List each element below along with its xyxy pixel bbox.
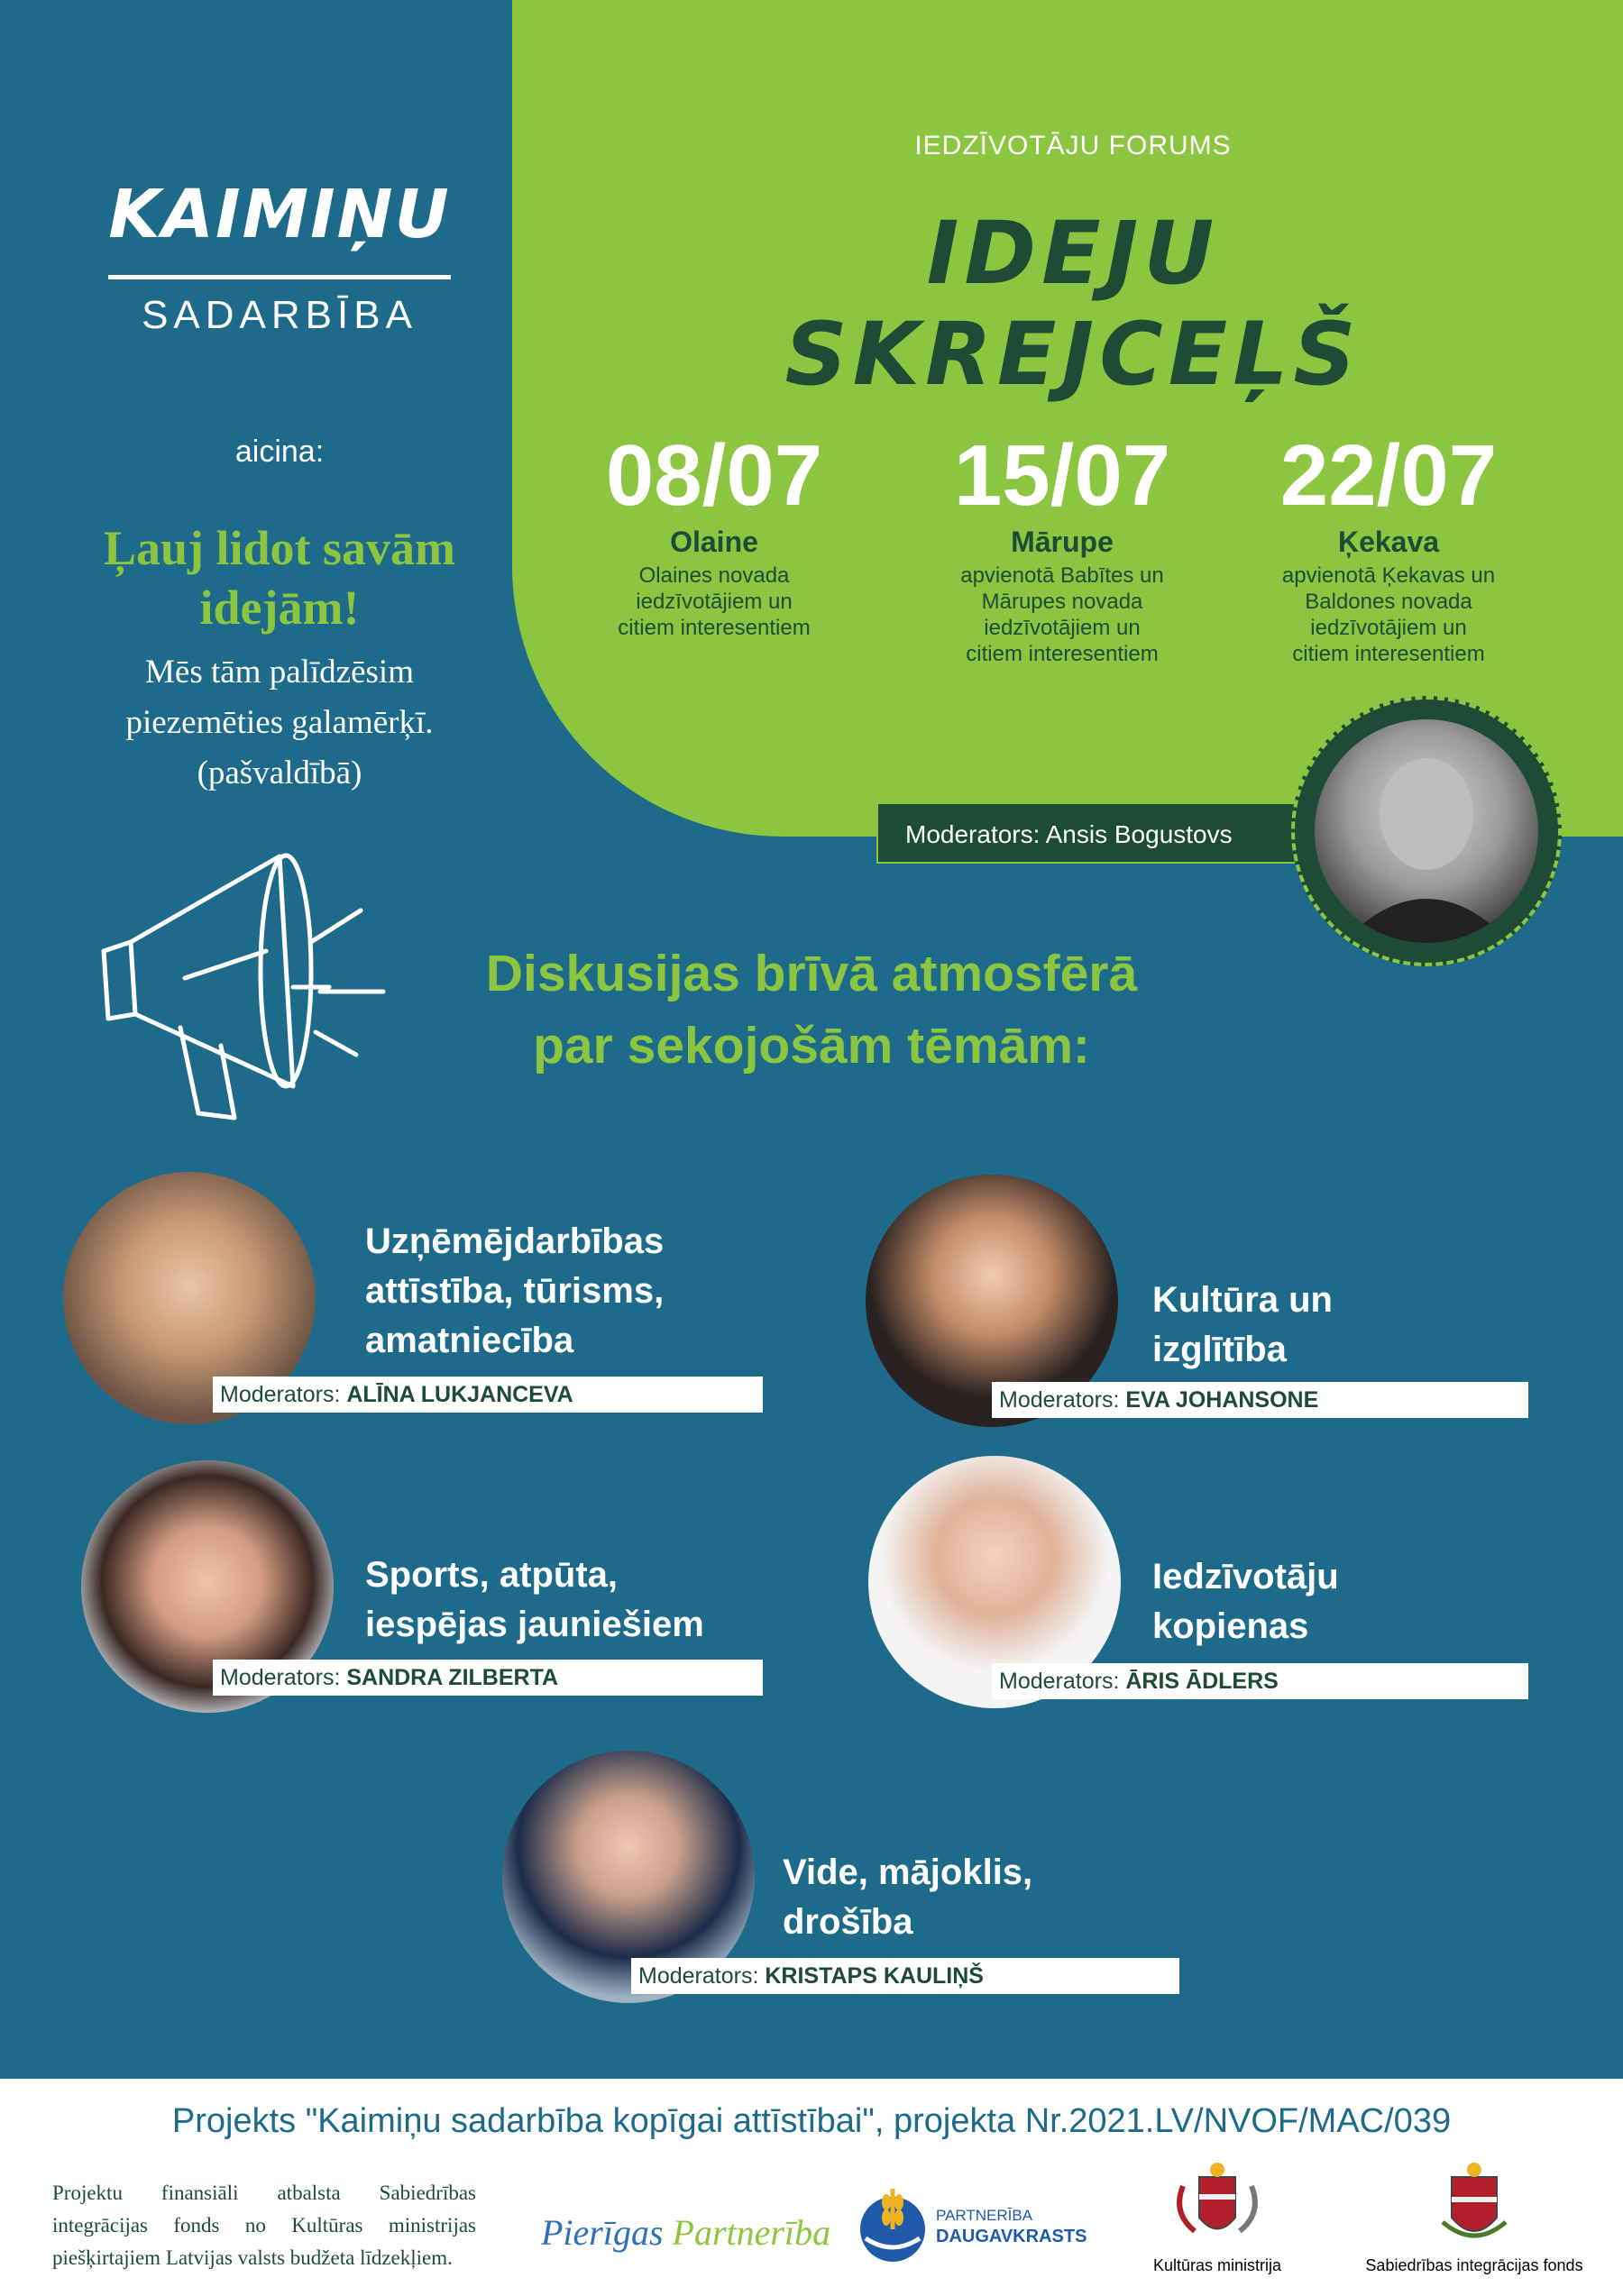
- main-moderator-tag: Moderators: Ansis Bogustovs: [876, 802, 1300, 864]
- event-description-line: apvienotā Babītes un: [960, 563, 1164, 588]
- topic-title-line: Sports, atpūta,: [365, 1555, 619, 1595]
- kultura-label: Kultūras ministrija: [1152, 2256, 1282, 2274]
- event-description-line: Baldones novada: [1305, 590, 1472, 614]
- forum-title: IDEJU SKREJCEĻŠ: [784, 203, 1362, 405]
- event-description-line: citiem interesentiem: [966, 642, 1159, 666]
- moderator-name: ĀRIS ĀDLERS: [1125, 1669, 1279, 1694]
- topic-title: [783, 1848, 1032, 1947]
- kultura-logo: [1141, 2159, 1294, 2285]
- discussion-heading-line: par sekojošām tēmām:: [533, 1017, 1090, 1075]
- event-place: Olaine: [670, 526, 758, 558]
- sif-logo: [1352, 2159, 1596, 2285]
- funding-text: [52, 2177, 476, 2274]
- moderator-name: ALĪNA LUKJANCEVA: [346, 1382, 573, 1407]
- event-description-line: apvienotā Ķekavas un: [1281, 563, 1496, 588]
- project-line: Projekts "Kaimiņu sadarbība kopīgai attīstībai", projekta Nr.2021.LV/NVOF/MAC/039: [171, 2102, 1452, 2140]
- topic-title: [1152, 1276, 1333, 1375]
- moderator-tag: [631, 1958, 1179, 1994]
- event-place: Mārupe: [1011, 526, 1114, 558]
- topic-title-line: izglītība: [1152, 1330, 1287, 1369]
- topic-title-line: Uzņēmējdarbības: [365, 1221, 665, 1261]
- moderator-name: KRISTAPS KAULIŅŠ: [765, 1963, 984, 1989]
- partneriba-logo-text: Partnerība: [672, 2212, 831, 2253]
- megaphone-icon: [86, 816, 392, 1149]
- event-description: [579, 563, 849, 641]
- topic-title: [365, 1550, 704, 1650]
- slogan-main-line: idejām!: [199, 581, 360, 635]
- event-description: [927, 563, 1197, 667]
- logo-subtitle: SADARBĪBA: [142, 293, 417, 337]
- discussion-heading: [397, 938, 1226, 1082]
- event-description-line: citiem interesentiem: [1292, 642, 1485, 666]
- invites-text: aicina:: [234, 435, 325, 469]
- topic-title-line: amatniecība: [365, 1321, 574, 1360]
- pierigas-logo: [541, 2211, 830, 2254]
- topic-title-line: Kultūra un: [1152, 1280, 1333, 1320]
- topic-title: [1152, 1552, 1339, 1651]
- topic-title-line: attīstība, tūrisms,: [365, 1271, 665, 1311]
- coat-of-arms-icon: [1429, 2159, 1519, 2249]
- topic-title-line: Iedzīvotāju: [1152, 1557, 1339, 1596]
- moderator-tag: [213, 1660, 763, 1696]
- moderator-label: Moderators:: [220, 1382, 341, 1407]
- event-description: [1253, 563, 1524, 667]
- sif-label: Sabiedrības integrācijas fonds: [1365, 2256, 1583, 2274]
- moderator-label: Moderators:: [638, 1963, 759, 1989]
- moderator-tag: [992, 1382, 1528, 1418]
- event-date: 22/07: [1279, 427, 1498, 524]
- moderator-tag: [213, 1377, 763, 1413]
- event-description-line: Olaines novada: [638, 563, 790, 588]
- event-description-line: iedzīvotājiem un: [984, 616, 1141, 640]
- topic-title-line: drošība: [783, 1902, 913, 1942]
- pierigas-logo-text: Pierīgas: [541, 2212, 664, 2253]
- event-description-line: iedzīvotājiem un: [1310, 616, 1467, 640]
- wheat-icon: [857, 2180, 929, 2270]
- funding-line: integrācijas fonds no Kultūras ministrijas: [52, 2214, 476, 2237]
- daugavkrasts-label-bottom: DAUGAVKRASTS: [936, 2227, 1087, 2246]
- slogan-sub: [36, 647, 523, 799]
- moderator-tag: [992, 1663, 1528, 1699]
- moderator-label: Moderators:: [999, 1387, 1120, 1413]
- moderator-label: Moderators:: [999, 1669, 1120, 1694]
- slogan-sub-line: Mēs tām palīdzēsim: [145, 654, 414, 691]
- moderator-label: Moderators:: [220, 1665, 341, 1690]
- slogan-sub-line: (pašvaldībā): [197, 755, 362, 791]
- main-moderator-photo: [1315, 719, 1538, 943]
- topic-title: [365, 1217, 664, 1366]
- event-description-line: iedzīvotājiem un: [636, 590, 793, 614]
- funding-line: piešķirtajiem Latvijas valsts budžeta līdzekļiem.: [52, 2246, 453, 2269]
- logo-title: KAIMIŅU: [108, 176, 451, 253]
- slogan-sub-line: piezemēties galamērķī.: [125, 704, 434, 741]
- topic-title-line: Vide, mājoklis,: [783, 1852, 1033, 1892]
- slogan-main: [36, 518, 523, 637]
- forum-subtitle: IEDZĪVOTĀJU FORUMS: [914, 131, 1232, 160]
- slogan-main-line: Ļauj lidot savām: [103, 521, 456, 575]
- logo-divider: [108, 275, 451, 279]
- daugavkrasts-logo: [857, 2180, 1087, 2270]
- event-description-line: citiem interesentiem: [618, 616, 811, 640]
- discussion-heading-line: Diskusijas brīvā atmosfērā: [485, 945, 1138, 1002]
- event-description-line: Mārupes novada: [981, 590, 1143, 614]
- daugavkrasts-label-top: PARTNERĪBA: [936, 2207, 1033, 2224]
- moderator-name: SANDRA ZILBERTA: [346, 1665, 559, 1690]
- topic-title-line: iespējas jauniešiem: [365, 1605, 704, 1644]
- coat-of-arms-icon: [1163, 2159, 1271, 2249]
- event-date: 15/07: [953, 427, 1171, 524]
- event-date: 08/07: [605, 427, 823, 524]
- topic-title-line: kopienas: [1152, 1606, 1309, 1646]
- event-place: Ķekava: [1337, 526, 1440, 558]
- funding-line: Projektu finansiāli atbalsta Sabiedrības: [52, 2182, 476, 2204]
- moderator-name: EVA JOHANSONE: [1125, 1387, 1319, 1413]
- person-silhouette-icon: [1315, 719, 1538, 943]
